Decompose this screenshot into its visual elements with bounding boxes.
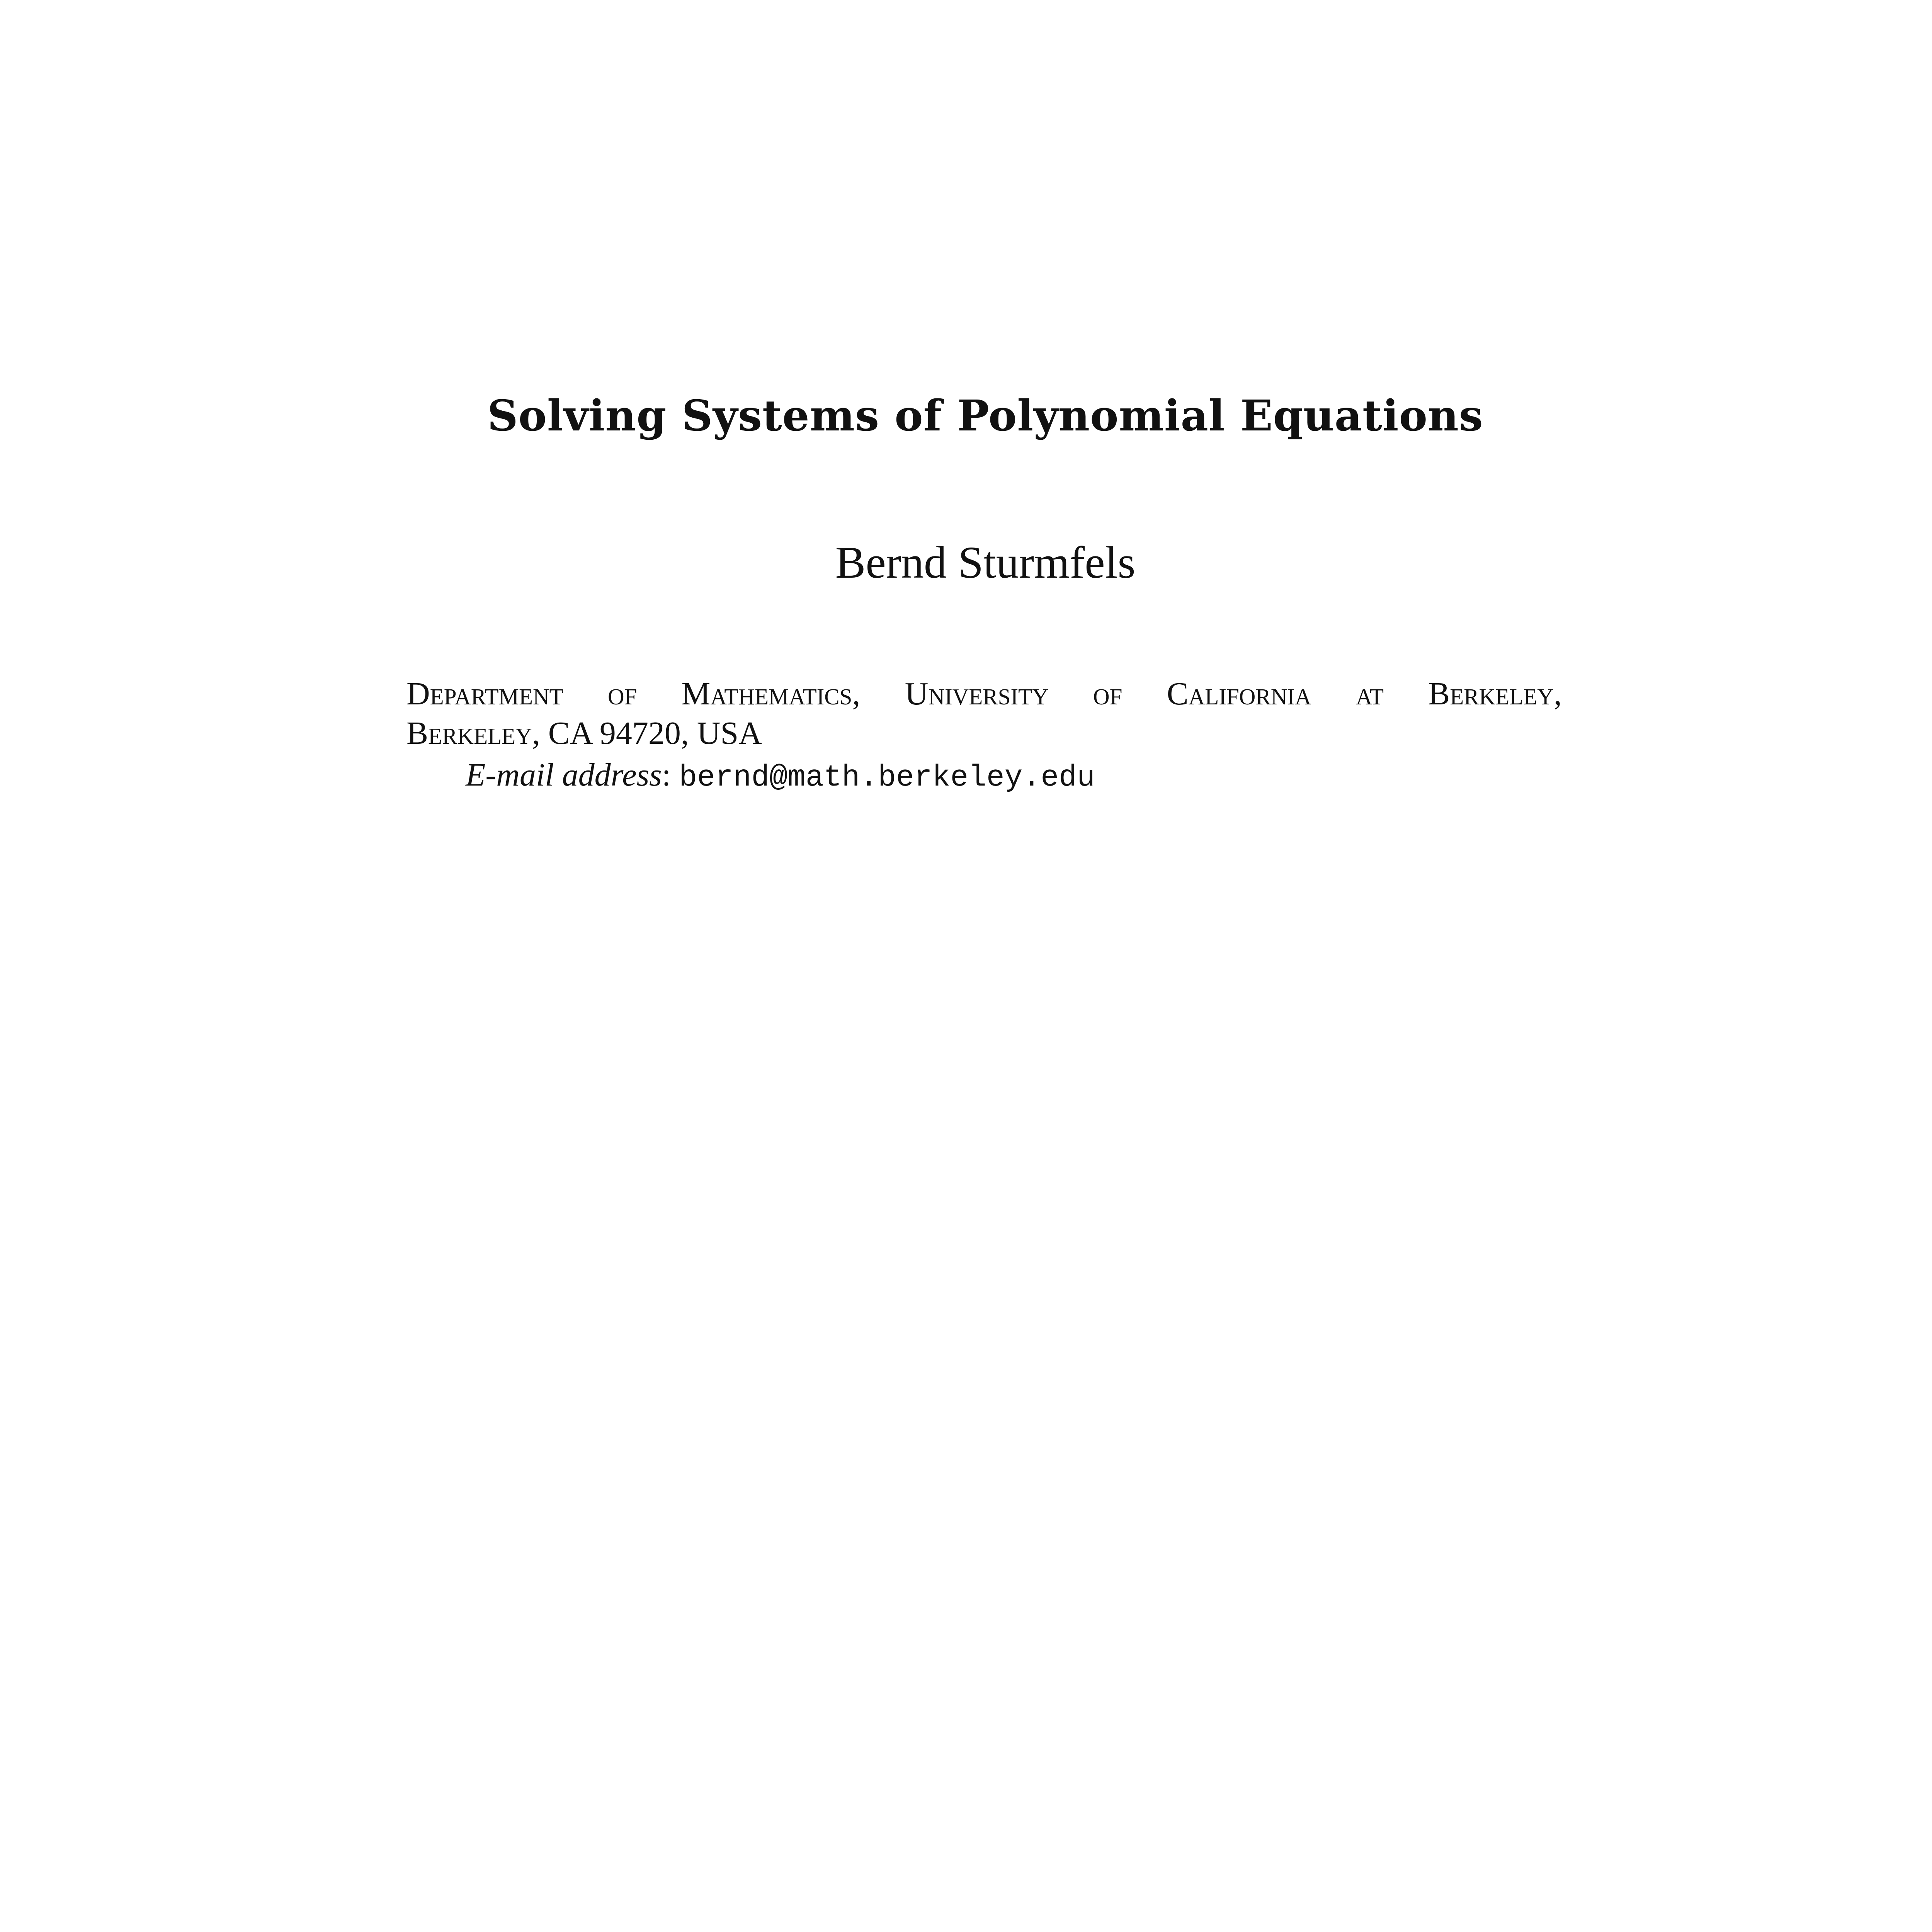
affiliation-address-rest: , CA 94720, USA <box>532 715 762 751</box>
author-affiliation <box>406 674 1562 753</box>
affiliation-city: Berkeley <box>406 715 532 751</box>
affiliation-line-2 <box>406 714 1562 753</box>
affiliation-line-1: Department of Mathematics, University of California at Berkeley, <box>406 676 1562 712</box>
author-name: Bernd Sturmfels <box>835 537 1136 588</box>
email-line <box>466 755 1095 798</box>
email-label: E-mail address <box>466 757 662 793</box>
email-separator: : <box>662 757 679 793</box>
email-address: bernd@math.berkeley.edu <box>679 761 1095 795</box>
paper-title: Solving Systems of Polynomial Equations <box>487 391 1483 440</box>
